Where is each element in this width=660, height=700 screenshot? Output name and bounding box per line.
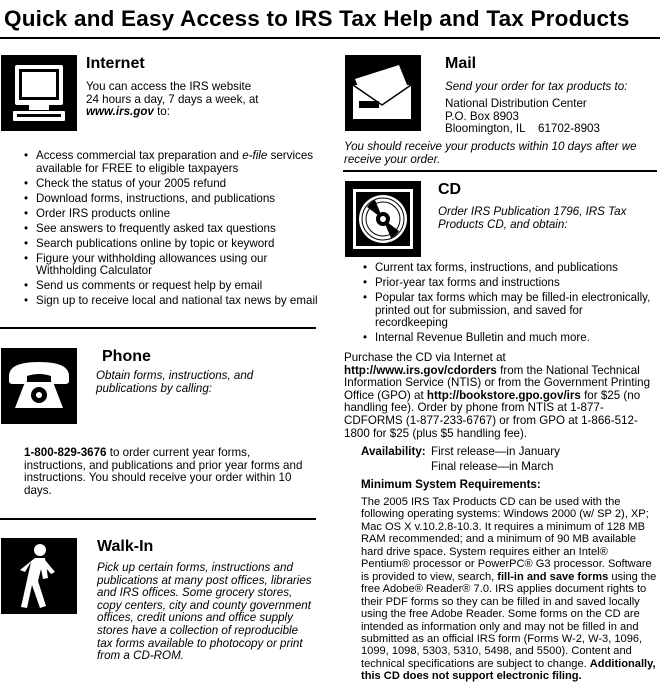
mail-address: [445, 98, 657, 136]
internet-intro-line-2: 24 hours a day, 7 days a week, at: [86, 92, 259, 106]
walking-person-icon: [1, 538, 77, 614]
availability-final: Final release—in March: [431, 459, 554, 473]
internet-intro: [86, 81, 316, 119]
phone-intro: Obtain forms, instructions, and publications by calling:: [96, 369, 254, 395]
internet-bullet-list: [24, 150, 324, 310]
sysreq-body: The 2005 IRS Tax Products CD can be used with the following operating systems: Windows 2000 (w/ SP 2), XP; Mac OS X v.10.2.8-10.3. It requires a minimum of 128 MB RAM recommended; and a minimum of 90 MB available hard drive space. System requires either an Intel® Pentium® processor or PowerPC® G3 processor. Software is provided to view, search, fill-in and save forms using the free Adobe® Reader® 7.0. IRS applies document rights to their PDF forms so they can be filled in and saved locally using the free Adobe Reader. Some forms on the CD are intended as information only and may not be filled in and submitted as an official IRS form (Forms W-2, W-3, 1096, 1099, 1098, 5303, 5310, 5498, and 5500). Content and technical specifications are subject to change. Additionally, this CD does not support electronic filing.: [361, 496, 657, 683]
internet-intro-line-1: You can access the IRS website: [86, 80, 252, 93]
telephone-icon: [1, 348, 77, 424]
list-item: • Sign up to receive local and national tax news by email: [24, 295, 324, 308]
cd-bullet-list: [363, 262, 655, 347]
cd-intro: Order IRS Publication 1796, IRS Tax Products CD, and obtain:: [438, 205, 627, 231]
list-item: • Check the status of your 2005 refund: [24, 178, 324, 191]
section-divider: [343, 170, 657, 172]
page-title: Quick and Easy Access to IRS Tax Help and Tax Products: [4, 6, 630, 31]
address-line: Bloomington, IL 61702-8903: [445, 122, 600, 136]
cd-icon: [345, 181, 421, 257]
availability-label: Availability:: [361, 445, 426, 458]
section-divider: [0, 327, 316, 329]
list-item: • Order IRS products online: [24, 208, 324, 221]
mail-heading: Mail: [445, 55, 477, 72]
right-column: [343, 0, 657, 700]
list-item: • See answers to frequently asked tax questions: [24, 223, 324, 236]
list-item: • Send us comments or request help by email: [24, 280, 324, 293]
list-item: • Current tax forms, instructions, and publications: [363, 262, 655, 275]
phone-number[interactable]: 1-800-829-3676: [24, 446, 107, 459]
cd-heading: CD: [438, 181, 462, 198]
cd-availability: [361, 445, 651, 475]
envelope-icon: [345, 55, 421, 131]
availability-first: First release—in January: [431, 445, 560, 458]
sysreq-heading: Minimum System Requirements:: [361, 478, 541, 491]
list-item: • Search publications online by topic or keyword: [24, 238, 324, 251]
section-divider: [0, 518, 316, 520]
list-item: • Popular tax forms which may be filled-in electronically, printed out for submission, and saved for recordkeeping: [363, 292, 655, 330]
computer-icon: [1, 55, 77, 131]
list-item: • Internal Revenue Bulletin and much more.: [363, 332, 655, 345]
internet-intro-end: to:: [153, 105, 170, 119]
gpo-bookstore-link[interactable]: http://bookstore.gpo.gov/irs: [426, 388, 581, 402]
list-item: • Prior-year tax forms and instructions: [363, 277, 655, 290]
mail-note: You should receive your products within 10 days after we receive your order.: [344, 140, 637, 166]
mail-intro: Send your order for tax products to:: [445, 80, 628, 93]
address-line: National Distribution Center: [445, 97, 587, 110]
list-item: • Download forms, instructions, and publications: [24, 193, 324, 206]
phone-heading: Phone: [102, 348, 151, 365]
internet-heading: Internet: [86, 55, 145, 72]
list-item: • Access commercial tax preparation and e-file services available for FREE to eligible taxpayers: [24, 150, 324, 175]
irs-website-link[interactable]: www.irs.gov: [86, 105, 154, 119]
address-line: P.O. Box 8903: [445, 109, 519, 123]
cd-orders-link[interactable]: http://www.irs.gov/cdorders: [344, 363, 497, 377]
phone-body: 1-800-829-3676 to order current year forms, instructions, and publications and prior year forms and instructions. You should receive your order within 10 days.: [24, 446, 303, 497]
walkin-heading: Walk-In: [97, 538, 154, 555]
cd-purchase-info: Purchase the CD via Internet at http://www.irs.gov/cdorders from the National Technical Information Service (NTIS) or from the Government Printing Office (GPO) at http://bookstore.gpo.gov/irs for $25 (no handling fee). Order by phone from NTIS at 1-877-CDFORMS (1-877-233-6767) or from GPO at 1-866-512-1800 for $25 (plus $5 handling fee).: [344, 351, 651, 440]
walkin-body: Pick up certain forms, instructions and publications at many post offices, libraries and IRS offices. Some grocery stores, copy centers, city and county government offices, credit unions and office supply stores have a collection of reproducible tax forms available to photocopy or print from a CD-ROM.: [97, 561, 312, 663]
list-item: • Figure your withholding allowances using our Withholding Calculator: [24, 253, 324, 278]
